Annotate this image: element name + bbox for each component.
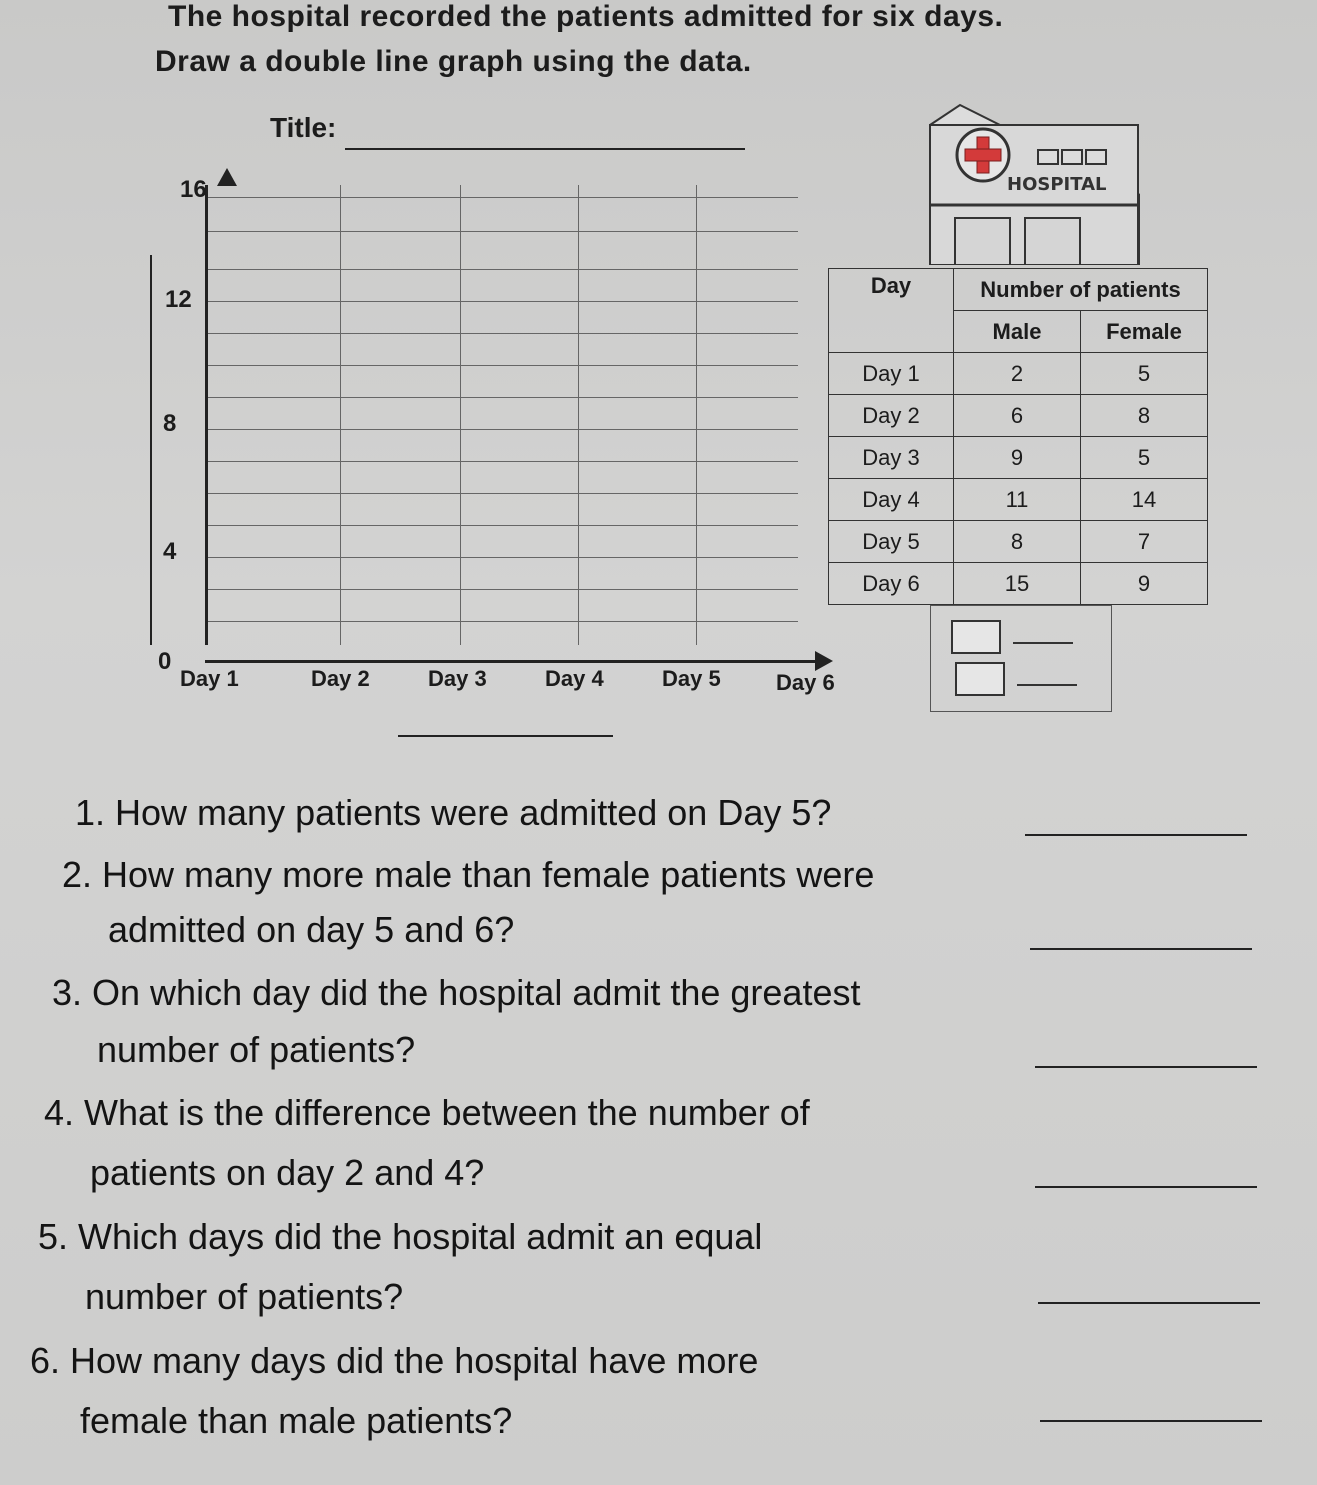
question-2-cont: admitted on day 5 and 6? <box>108 909 515 950</box>
x-tick-label: Day 1 <box>180 666 239 691</box>
table-row <box>829 479 1208 521</box>
grid-line <box>696 185 697 645</box>
graph-legend-key <box>930 605 1112 712</box>
legend-label-blank-2[interactable] <box>1017 684 1077 686</box>
answer-blank-2[interactable] <box>1030 948 1252 950</box>
table-cell-day: Day 4 <box>829 479 954 521</box>
grid-line <box>208 621 798 622</box>
table-cell-day: Day 5 <box>829 521 954 563</box>
legend-label-blank-1[interactable] <box>1013 642 1073 644</box>
grid-line <box>208 429 798 430</box>
grid-line <box>208 197 798 198</box>
table-cell-male: 11 <box>954 479 1081 521</box>
legend-swatch-2[interactable] <box>955 662 1005 696</box>
grid-line <box>340 185 341 645</box>
question-2: 2. How many more male than female patients were <box>62 854 875 895</box>
question-3: 3. On which day did the hospital admit the greatest <box>52 972 861 1013</box>
y-tick-label: 8 <box>163 410 177 437</box>
table-cell-day: Day 3 <box>829 437 954 479</box>
x-tick-label: Day 2 <box>311 666 370 691</box>
table-cell-male: 2 <box>954 353 1081 395</box>
hospital-building-illustration <box>925 100 1140 265</box>
grid-line <box>578 185 579 645</box>
table-cell-male: 15 <box>954 563 1081 605</box>
grid-line <box>460 185 461 645</box>
instruction-line-2: Draw a double line graph using the data. <box>155 45 752 78</box>
x-tick-label: Day 6 <box>776 670 835 695</box>
answer-blank-6[interactable] <box>1040 1420 1262 1422</box>
table-cell-female: 9 <box>1081 563 1208 605</box>
table-cell-male: 6 <box>954 395 1081 437</box>
graph-grid[interactable] <box>205 185 798 645</box>
hospital-sign-text: HOSPITAL <box>1007 174 1107 195</box>
x-axis-arrow <box>815 651 833 671</box>
x-axis-label-blank[interactable] <box>398 735 613 737</box>
table-row <box>829 353 1208 395</box>
y-tick-label: 16 <box>180 176 207 203</box>
y-axis-arrow <box>217 168 237 186</box>
grid-line <box>208 231 798 232</box>
table-row <box>829 395 1208 437</box>
table-row <box>829 437 1208 479</box>
x-tick-label: Day 3 <box>428 666 487 691</box>
grid-line <box>208 269 798 270</box>
table-cell-day: Day 2 <box>829 395 954 437</box>
table-row <box>829 563 1208 605</box>
table-header-number: Number of patients <box>954 269 1208 311</box>
answer-blank-1[interactable] <box>1025 834 1247 836</box>
grid-line <box>208 493 798 494</box>
table-cell-female: 5 <box>1081 353 1208 395</box>
grid-line <box>208 557 798 558</box>
x-axis <box>205 660 820 663</box>
patients-data-table <box>828 268 1208 605</box>
graph-title-label: Title: <box>270 112 337 143</box>
instruction-line-1: The hospital recorded the patients admitted for six days. <box>168 0 1004 33</box>
y-axis-label-blank[interactable] <box>150 255 152 645</box>
grid-line <box>208 589 798 590</box>
question-5-cont: number of patients? <box>85 1276 404 1317</box>
grid-line <box>208 365 798 366</box>
question-4-cont: patients on day 2 and 4? <box>90 1152 485 1193</box>
hospital-icon <box>925 100 1140 265</box>
y-tick-label: 4 <box>163 538 177 565</box>
table-header-day: Day <box>829 269 954 353</box>
grid-line <box>208 301 798 302</box>
table-cell-male: 9 <box>954 437 1081 479</box>
question-1: 1. How many patients were admitted on Day 5? <box>75 792 832 833</box>
y-tick-label: 12 <box>165 286 192 313</box>
grid-line <box>208 397 798 398</box>
question-4: 4. What is the difference between the number of <box>44 1092 810 1133</box>
table-cell-day: Day 1 <box>829 353 954 395</box>
question-5: 5. Which days did the hospital admit an equal <box>38 1216 763 1257</box>
y-tick-label: 0 <box>158 648 172 675</box>
table-cell-female: 14 <box>1081 479 1208 521</box>
question-6: 6. How many days did the hospital have more <box>30 1340 759 1381</box>
table-header-row <box>829 269 1208 311</box>
x-tick-label: Day 5 <box>662 666 721 691</box>
table-cell-female: 5 <box>1081 437 1208 479</box>
table-header-male: Male <box>954 311 1081 353</box>
graph-title-blank[interactable] <box>345 148 745 150</box>
table-cell-male: 8 <box>954 521 1081 563</box>
table-cell-female: 8 <box>1081 395 1208 437</box>
legend-swatch-1[interactable] <box>951 620 1001 654</box>
grid-line <box>208 461 798 462</box>
answer-blank-4[interactable] <box>1035 1186 1257 1188</box>
table-header-female: Female <box>1081 311 1208 353</box>
x-tick-label: Day 4 <box>545 666 604 691</box>
grid-line <box>208 333 798 334</box>
question-6-cont: female than male patients? <box>80 1400 513 1441</box>
table-cell-female: 7 <box>1081 521 1208 563</box>
answer-blank-5[interactable] <box>1038 1302 1260 1304</box>
answer-blank-3[interactable] <box>1035 1066 1257 1068</box>
question-3-cont: number of patients? <box>97 1029 416 1070</box>
table-row <box>829 521 1208 563</box>
grid-line <box>208 525 798 526</box>
table-cell-day: Day 6 <box>829 563 954 605</box>
